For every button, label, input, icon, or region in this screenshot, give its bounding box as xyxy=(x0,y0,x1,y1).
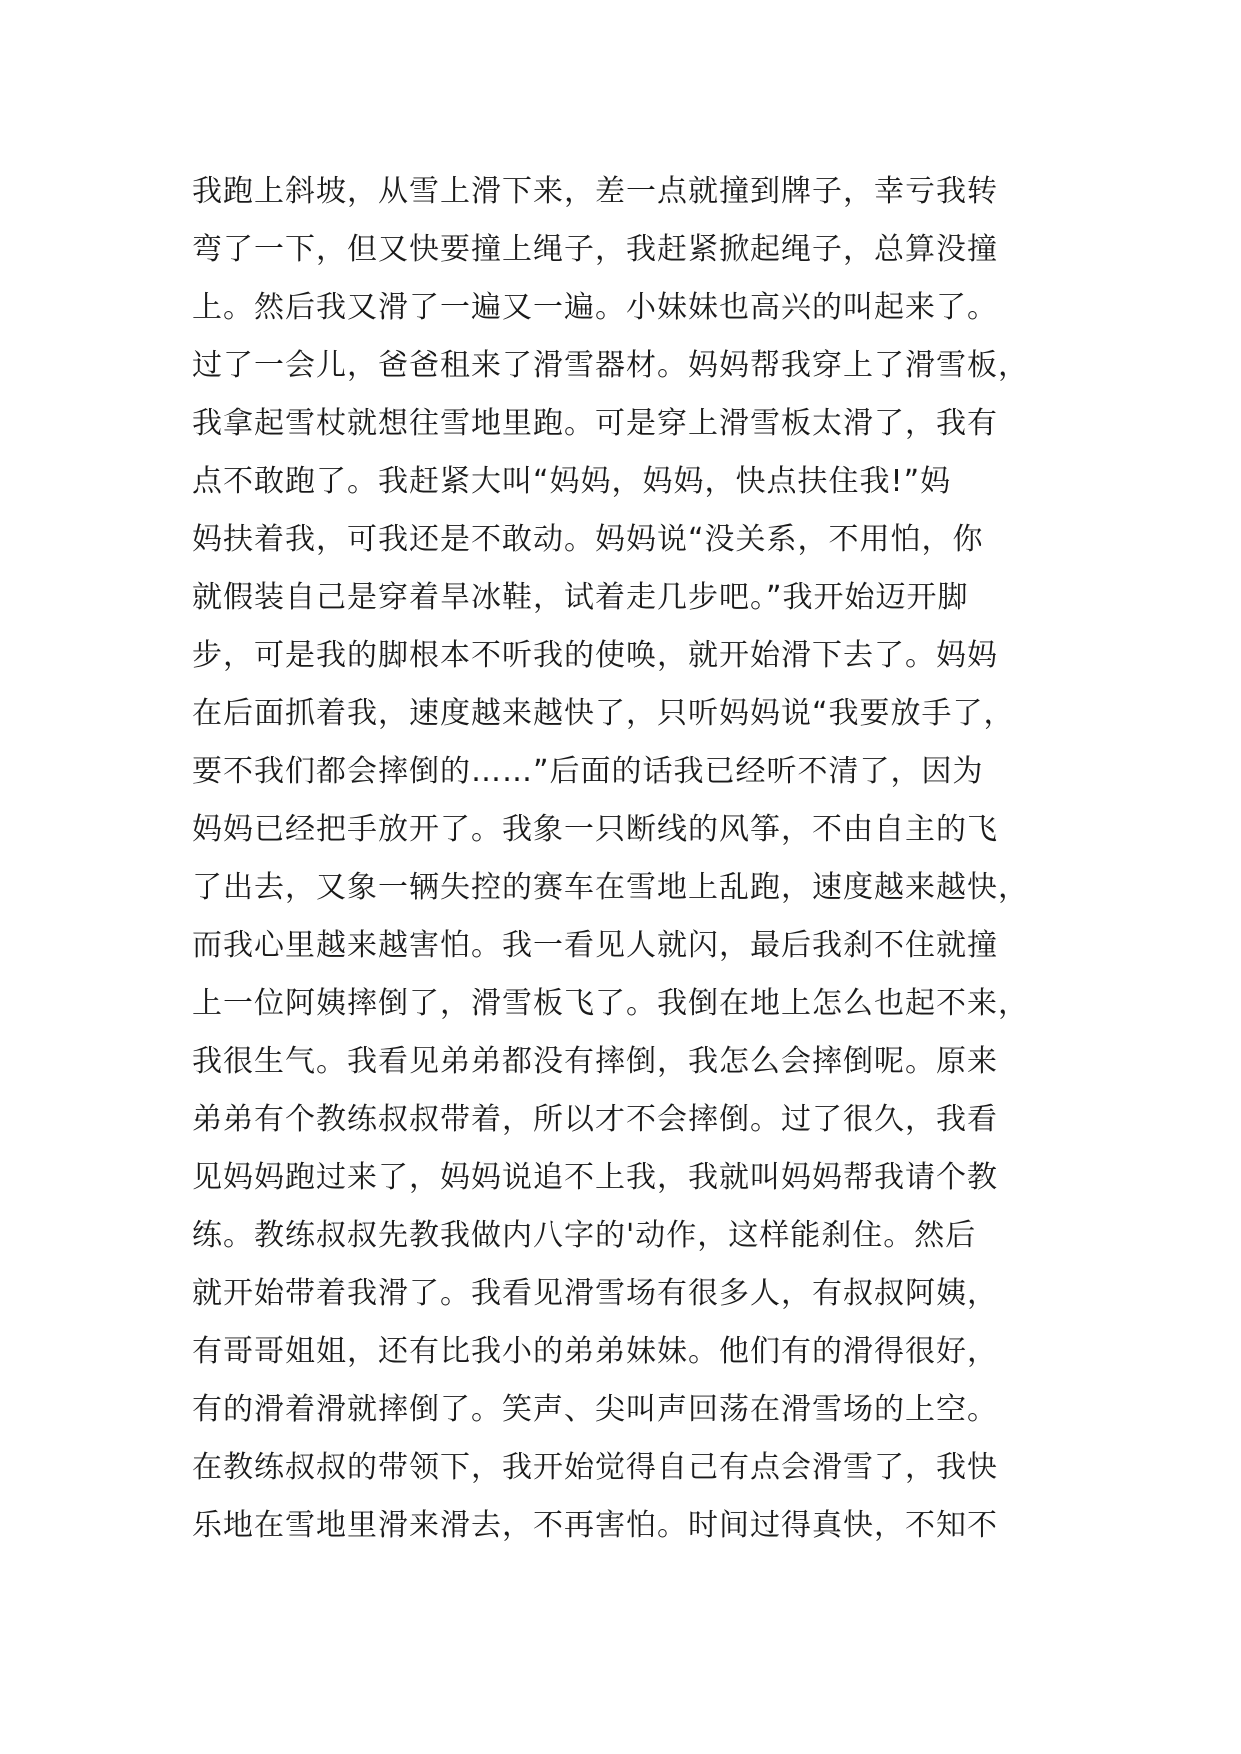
text-line: 我很生气。我看见弟弟都没有摔倒，我怎么会摔倒呢。原来 xyxy=(192,1044,998,1079)
text-line: 点不敢跑了。我赶紧大叫“妈妈，妈妈，快点扶住我!”妈 xyxy=(192,464,952,499)
text-line: 就假装自己是穿着旱冰鞋，试着走几步吧。”我开始迈开脚 xyxy=(192,580,969,615)
text-line: 乐地在雪地里滑来滑去，不再害怕。时间过得真快，不知不 xyxy=(192,1508,998,1543)
text-line: 在教练叔叔的带领下，我开始觉得自己有点会滑雪了，我快 xyxy=(192,1450,998,1485)
text-line: 上一位阿姨摔倒了，滑雪板飞了。我倒在地上怎么也起不来， xyxy=(192,986,1029,1021)
text-line: 步，可是我的脚根本不听我的使唤，就开始滑下去了。妈妈 xyxy=(192,638,998,673)
text-line: 妈妈已经把手放开了。我象一只断线的风筝，不由自主的飞 xyxy=(192,812,998,847)
text-line: 过了一会儿，爸爸租来了滑雪器材。妈妈帮我穿上了滑雪板， xyxy=(192,348,1029,383)
text-line: 弟弟有个教练叔叔带着，所以才不会摔倒。过了很久，我看 xyxy=(192,1102,998,1137)
text-line: 而我心里越来越害怕。我一看见人就闪，最后我刹不住就撞 xyxy=(192,928,998,963)
text-line: 上。然后我又滑了一遍又一遍。小妹妹也高兴的叫起来了。 xyxy=(192,290,998,325)
text-line: 妈扶着我，可我还是不敢动。妈妈说“没关系，不用怕，你 xyxy=(192,522,984,557)
text-line: 练。教练叔叔先教我做内八字的'动作，这样能刹住。然后 xyxy=(192,1218,977,1253)
body-text xyxy=(192,163,1072,1555)
text-line: 弯了一下，但又快要撞上绳子，我赶紧掀起绳子，总算没撞 xyxy=(192,232,998,267)
text-line: 要不我们都会摔倒的……”后面的话我已经听不清了，因为 xyxy=(192,754,984,789)
text-line: 我拿起雪杖就想往雪地里跑。可是穿上滑雪板太滑了，我有 xyxy=(192,406,998,441)
text-line: 我跑上斜坡，从雪上滑下来，差一点就撞到牌子，幸亏我转 xyxy=(192,174,998,209)
text-line: 了出去，又象一辆失控的赛车在雪地上乱跑，速度越来越快， xyxy=(192,870,1029,905)
text-line: 有的滑着滑就摔倒了。笑声、尖叫声回荡在滑雪场的上空。 xyxy=(192,1392,998,1427)
text-line: 见妈妈跑过来了，妈妈说追不上我，我就叫妈妈帮我请个教 xyxy=(192,1160,998,1195)
text-line: 有哥哥姐姐，还有比我小的弟弟妹妹。他们有的滑得很好， xyxy=(192,1334,998,1369)
text-line: 在后面抓着我，速度越来越快了，只听妈妈说“我要放手了， xyxy=(192,696,1015,731)
text-line: 就开始带着我滑了。我看见滑雪场有很多人，有叔叔阿姨， xyxy=(192,1276,998,1311)
